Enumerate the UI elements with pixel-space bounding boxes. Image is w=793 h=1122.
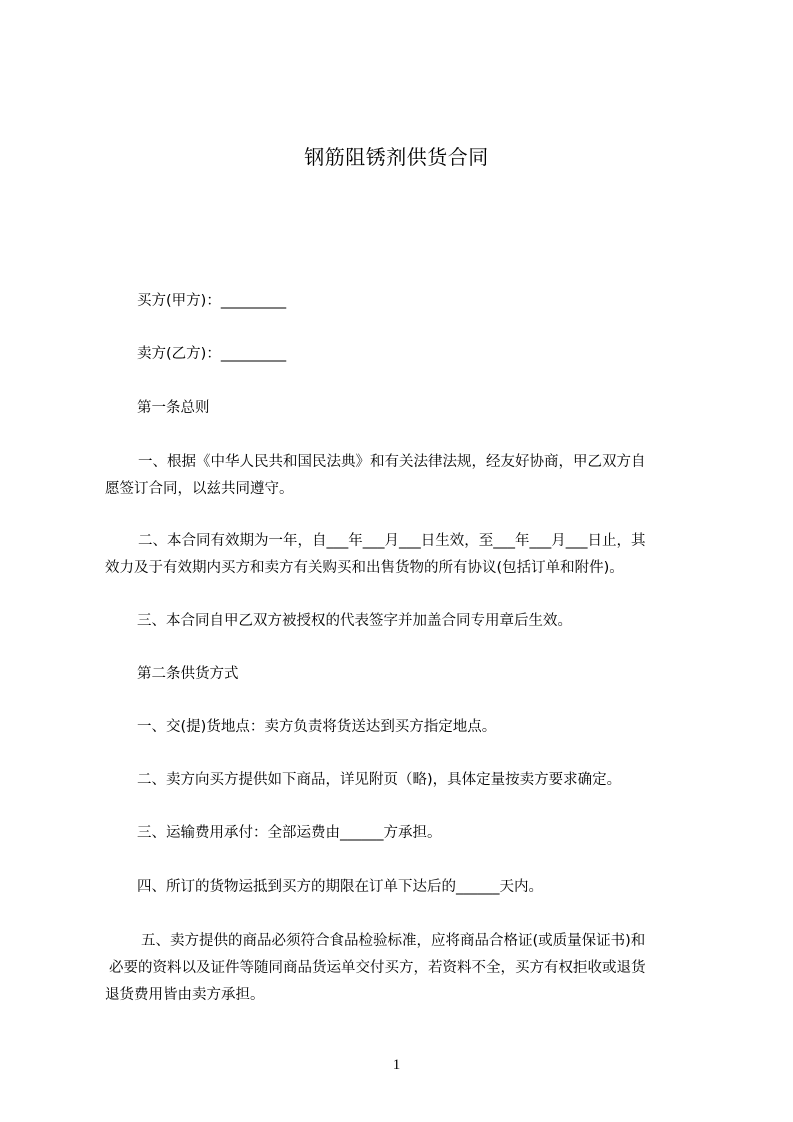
- article2-item4: 四、所订的货物运抵到买方的期限在订单下达后的______天内。: [137, 879, 543, 895]
- article1-heading: 第一条总则: [137, 400, 210, 416]
- article1-item1-line2: 愿签订合同，以兹共同遵守。: [105, 481, 294, 497]
- article2-item2: 二、卖方向买方提供如下商品，详见附页（略)，具体定量按卖方要求确定。: [137, 772, 622, 788]
- article1-item2-line1: 二、本合同有效期为一年，自___年___月___日生效，至___年___月___日止，其: [138, 533, 646, 549]
- article2-heading: 第二条供货方式: [137, 666, 239, 682]
- page-number: 1: [392, 1057, 401, 1073]
- document-title: 钢筋阻锈剂供货合同: [304, 145, 489, 169]
- article2-item5-line2: 必要的资料以及证件等随同商品货运单交付买方，若资料不全，买方有权拒收或退货: [109, 960, 646, 976]
- article1-item2-line2: 效力及于有效期内买方和卖方有关购买和出售货物的所有协议(包括订单和附件)。: [105, 560, 624, 576]
- buyer-line: 买方(甲方)：_________: [137, 293, 287, 309]
- seller-line: 卖方(乙方)：_________: [137, 346, 287, 362]
- article1-item1-line1: 一、根据《中华人民共和国民法典》和有关法律法规，经友好协商，甲乙双方自: [138, 454, 646, 470]
- article2-item5-line1: 五、卖方提供的商品必须符合食品检验标准，应将商品合格证(或质量保证书)和: [141, 933, 646, 949]
- article2-item1: 一、交(提)货地点：卖方负责将货送达到买方指定地点。: [137, 719, 497, 735]
- article2-item3: 三、运输费用承付：全部运费由______方承担。: [137, 825, 442, 841]
- article2-item5-line3: 退货费用皆由卖方承担。: [105, 987, 265, 1003]
- article1-item3: 三、本合同自甲乙双方被授权的代表签字并加盖合同专用章后生效。: [137, 613, 572, 629]
